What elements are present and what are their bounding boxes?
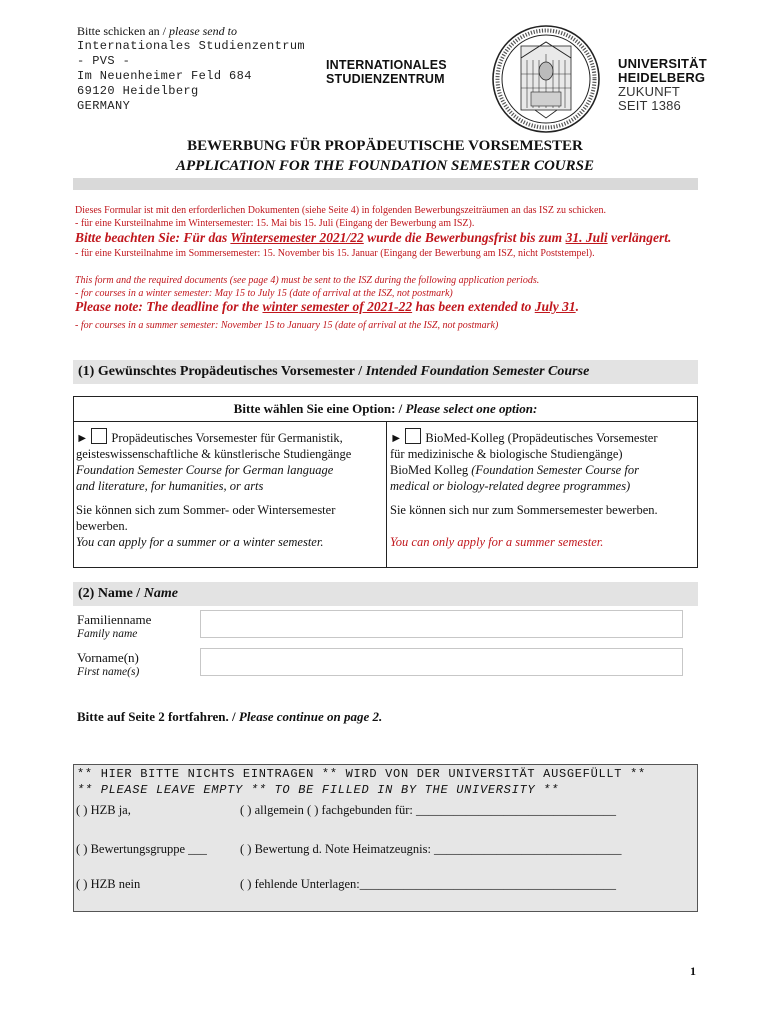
first-name-field[interactable] [200,648,683,676]
uni-logo-line1: UNIVERSITÄT [618,56,707,71]
notice-text: July 31 [534,299,576,314]
university-logo [618,57,707,113]
option-info-de: Sie können sich nur zum Sommersemester bewerben. [390,503,658,517]
notice-de-line2: - für eine Kursteilnahme im Wintersemester: 15. Mai bis 15. Juli (Eingang der Bewerbung am ISZ). [75,218,475,229]
option-biomed [390,428,696,494]
office-missing-docs: ( ) fehlende Unterlagen:_________________________________________ [240,877,616,891]
sender-address [77,24,305,114]
university-seal-icon [491,24,601,134]
option-text-en: (Foundation Semester Course for [471,463,639,477]
select-prompt-en: Please select one option: [405,401,538,416]
arrow-right-icon: ► [76,431,89,445]
family-name-field[interactable] [200,610,683,638]
label-en: First name(s) [77,666,140,678]
option-table-header [73,396,698,422]
option-biomed-info [390,502,696,550]
isz-logo [326,58,447,86]
option-info-en: You can apply for a summer or a winter semester. [76,535,324,549]
option-text: BioMed Kolleg [390,463,472,477]
notice-text: verlängert. [607,230,672,245]
section-title-en: Intended Foundation Semester Course [365,364,590,379]
page-title-en: APPLICATION FOR THE FOUNDATION SEMESTER COURSE [175,158,594,174]
section1-title [78,364,589,380]
section-title-de: (2) Name / [78,586,144,601]
notice-en-line1: This form and the required documents (see page 4) must be sent to the ISZ during the following application periods. [75,275,540,286]
checkbox-biomed[interactable] [405,428,421,444]
label-de: Familienname [77,612,152,627]
address-line: Im Neuenheimer Feld 684 [77,69,252,83]
label-en: Family name [77,628,138,640]
notice-de-line1: Dieses Formular ist mit den erforderlichen Dokumenten (siehe Seite 4) in folgenden Bewerbungszeiträumen an das ISZ zu schicken. [75,205,606,216]
sender-label-de: Bitte schicken an / [77,24,169,38]
notice-de-highlight [75,231,705,244]
option-text: geisteswissenschaftliche & künstlerische Studiengänge [76,447,352,461]
option-info-en: You can only apply for a summer semester. [390,535,604,549]
notice-en-highlight [75,300,705,313]
office-hzb-yes: ( ) HZB ja, [76,803,131,817]
address-line: 69120 Heidelberg [77,84,199,98]
page-number: 1 [690,964,696,978]
title-divider [73,178,698,190]
notice-text: Please note: The deadline for the [75,299,263,314]
uni-logo-line2: HEIDELBERG [618,70,706,85]
address-line: Internationales Studienzentrum [77,39,306,53]
option-text: BioMed-Kolleg (Propädeutisches Vorsemester [425,431,658,445]
section-title-en: Name [143,586,178,601]
continue-note [77,709,382,725]
first-name-label [77,650,139,680]
notice-text: wurde die Bewerbungsfrist bis zum [363,230,566,245]
option-divider [386,422,387,568]
option-text: Propädeutisches Vorsemester für Germanistik, [111,431,343,445]
notice-en-line4: - for courses in a summer semester: November 15 to January 15 (date of arrival at the ISZ, not postmark) [75,320,499,331]
section2-title [78,586,178,602]
notice-text: has been extended to [412,299,535,314]
office-group: ( ) Bewertungsgruppe ___ [76,842,207,856]
label-de: Vorname(n) [77,650,139,665]
notice-de-line4: - für eine Kursteilnahme im Sommersemester: 15. November bis 15. Januar (Eingang der Bewerbung am ISZ, nicht Poststempel). [75,248,595,259]
checkbox-germanistik[interactable] [91,428,107,444]
page-title-de: BEWERBUNG FÜR PROPÄDEUTISCHE VORSEMESTER [187,138,583,154]
isz-logo-line2: STUDIENZENTRUM [326,72,445,86]
option-text-en: and literature, for humanities, or arts [76,479,264,493]
option-text-en: medical or biology-related degree programmes) [390,479,631,493]
continue-en: Please continue on page 2. [238,709,383,724]
notice-en-line2: - for courses in a winter semester: May 15 to July 15 (date of arrival at the ISZ, not postmark) [75,288,453,299]
notice-text: winter semester of 2021-22 [262,299,413,314]
uni-logo-line4: SEIT 1386 [618,98,681,113]
continue-de: Bitte auf Seite 2 fortfahren. / [77,709,239,724]
option-germanistik-info [76,502,382,550]
address-line: - PVS - [77,54,131,68]
option-germanistik [76,428,384,494]
office-heading-en: ** PLEASE LEAVE EMPTY ** TO BE FILLED IN BY THE UNIVERSITY ** [77,783,559,797]
office-heading-de: ** HIER BITTE NICHTS EINTRAGEN ** WIRD VON DER UNIVERSITÄT AUSGEFÜLLT ** [77,767,646,781]
notice-text: 31. Juli [565,230,608,245]
office-hzb-type: ( ) allgemein ( ) fachgebunden für: ________________________________ [240,803,616,817]
isz-logo-line1: INTERNATIONALES [326,58,447,72]
notice-text: Wintersemester 2021/22 [230,230,364,245]
section-title-de: (1) Gewünschtes Propädeutisches Vorsemester / [78,364,366,379]
address-line: GERMANY [77,99,131,113]
notice-text: . [575,299,579,314]
option-text: für medizinische & biologische Studiengänge) [390,447,623,461]
option-info-de: Sie können sich zum Sommer- oder Wintersemester bewerben. [76,503,336,533]
family-name-label [77,612,151,642]
office-grade: ( ) Bewertung d. Note Heimatzeugnis: ______________________________ [240,842,622,856]
option-text-en: Foundation Semester Course for German language [76,463,334,477]
notice-text: Bitte beachten Sie: Für das [75,230,231,245]
arrow-right-icon: ► [390,431,403,445]
office-hzb-no: ( ) HZB nein [76,877,141,891]
uni-logo-line3: ZUKUNFT [618,84,681,99]
select-prompt-de: Bitte wählen Sie eine Option: / [233,401,406,416]
sender-label-en: please send to [168,24,237,38]
